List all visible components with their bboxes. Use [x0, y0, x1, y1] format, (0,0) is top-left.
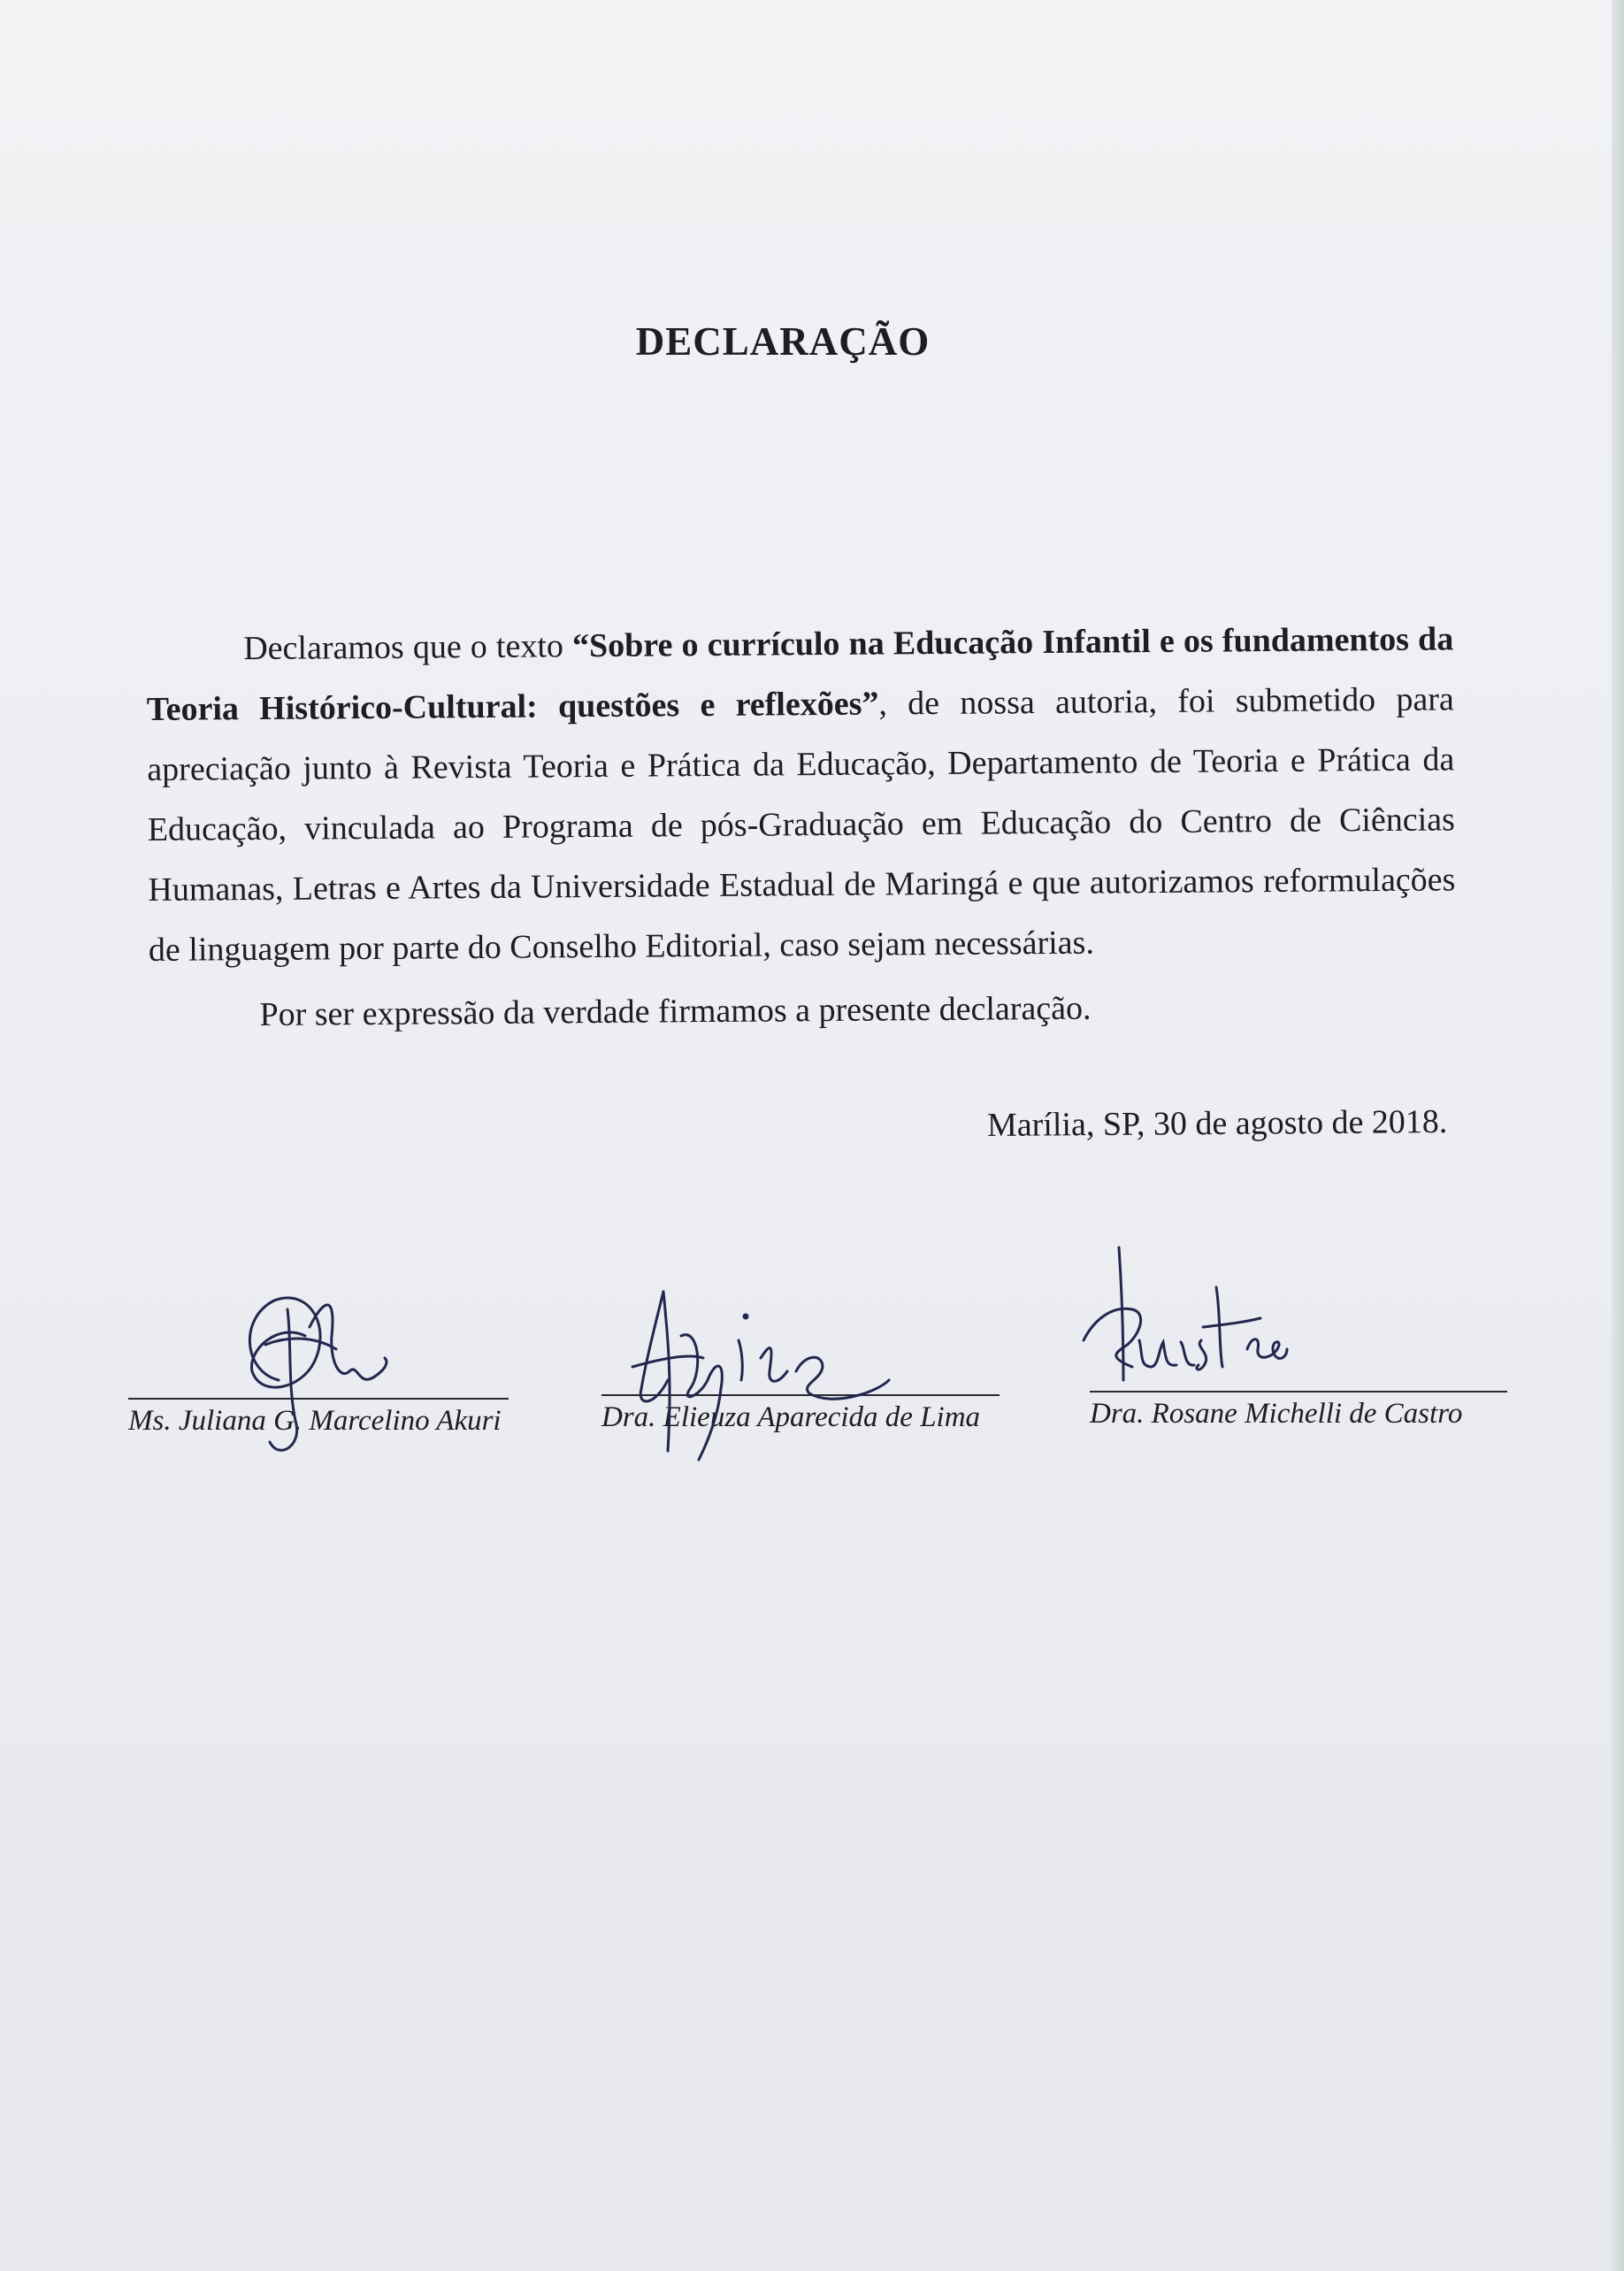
closing-paragraph: Por ser expressão da verdade firmamos a presente declaração. [259, 989, 1092, 1034]
place-date: Marília, SP, 30 de agosto de 2018. [986, 1102, 1448, 1145]
signatory-name: Dra. Rosane Michelli de Castro [1090, 1398, 1463, 1430]
signatory-name: Dra. Elieuza Aparecida de Lima [601, 1401, 981, 1433]
signatory-name: Ms. Juliana G. Marcelino Akuri [128, 1405, 502, 1437]
handwritten-signature-2 [619, 1274, 902, 1469]
paragraph-lead: Declaramos que o texto [243, 627, 573, 668]
declaration-paragraph [146, 609, 1456, 980]
handwritten-signature-3 [1070, 1243, 1318, 1402]
document-title: DECLARAÇÃO [635, 319, 931, 364]
article-title: “Sobre o currículo na Educação Infantil e os fundamentos da Teoria Histórico-Cultural: questões e reflexões” [146, 620, 1454, 728]
page-edge-shadow [1612, 0, 1624, 2271]
handwritten-signature-1 [226, 1274, 402, 1469]
document-body [146, 609, 1457, 1046]
paragraph-rest: , de nossa autoria, foi submetido para apreciação junto à Revista Teoria e Prática da Educação, Departamento de Teoria e Prática da Educação, vinculada ao Programa de pós-Graduação em Educação do Centro de Ciências Humanas, Letras e Artes da Universidade Estadual de Maringá e que autorizamos reformulações de linguagem por parte do Conselho Editorial, caso sejam necessárias. [147, 680, 1456, 969]
